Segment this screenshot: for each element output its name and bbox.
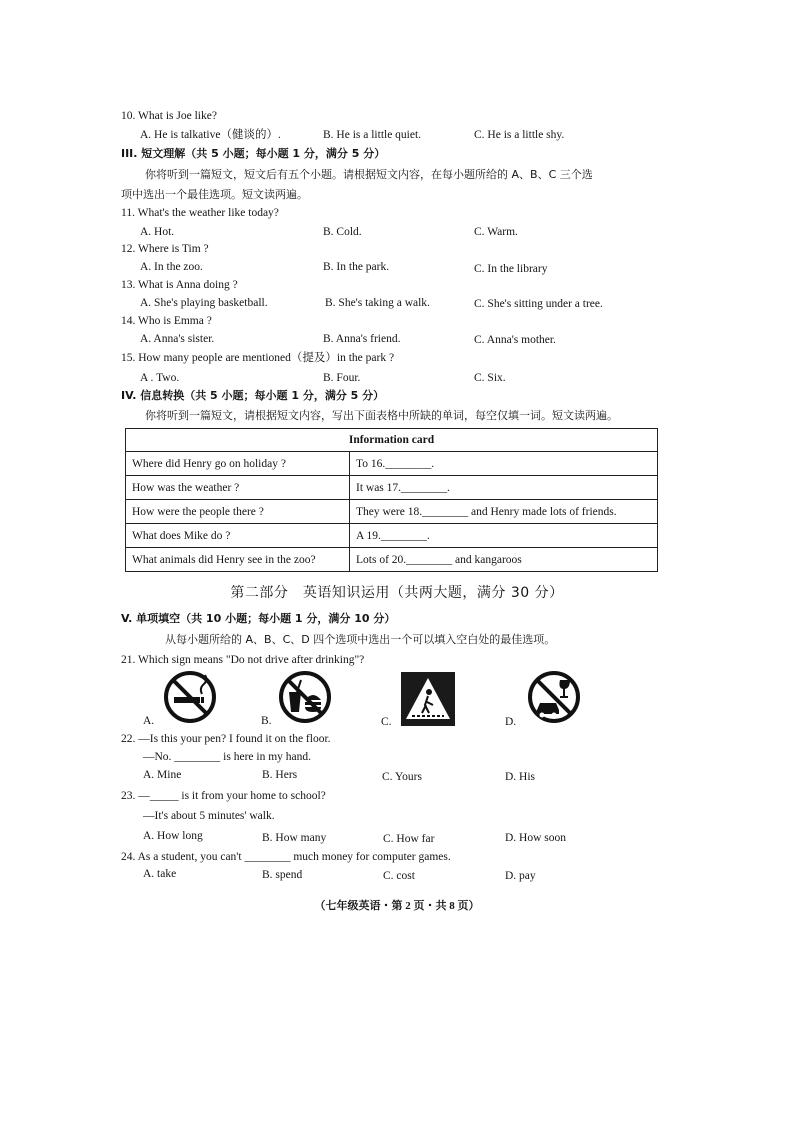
q10-stem: 10. What is Joe like?: [121, 110, 217, 122]
q14-option-a: A. Anna's sister.: [140, 333, 215, 345]
section-5-title: V. 单项填空（共 10 小题；每小题 1 分，满分 10 分）: [121, 612, 396, 625]
no-food-drink-icon: [277, 670, 333, 724]
q22-stem-2: —No. ________ is here in my hand.: [143, 751, 312, 763]
q11-option-c: C. Warm.: [474, 226, 518, 238]
q10-option-c: C. He is a little shy.: [474, 129, 565, 141]
q21-stem: 21. Which sign means "Do not drive after drinking"?: [121, 654, 365, 666]
q12-option-c: C. In the library: [474, 263, 548, 275]
table-cell-answer: A 19.________.: [350, 524, 658, 548]
q10-option-b: B. He is a little quiet.: [323, 129, 422, 141]
q14-stem: 14. Who is Emma ?: [121, 315, 212, 327]
q22-option-b: B. Hers: [262, 769, 298, 781]
section-3-intro-2: 项中选出一个最佳选项。短文读两遍。: [121, 188, 308, 201]
q15-option-b: B. Four.: [323, 372, 361, 384]
table-cell-question: What does Mike do ?: [126, 524, 350, 548]
q14-option-b: B. Anna's friend.: [323, 333, 401, 345]
q13-stem: 13. What is Anna doing ?: [121, 279, 238, 291]
q13-option-b: B. She's taking a walk.: [325, 297, 430, 309]
q24-option-c: C. cost: [383, 870, 415, 882]
q15-option-c: C. Six.: [474, 372, 506, 384]
q24-option-b: B. spend: [262, 869, 303, 881]
section-3-intro-1: 你将听到一篇短文，短文后有五个小题。请根据短文内容，在每小题所给的 A、B、C 三个选: [145, 168, 593, 181]
q23-stem: 23. —_____ is it from your home to school?: [121, 790, 326, 802]
table-row: [126, 548, 658, 572]
table-cell-question: How was the weather ?: [126, 476, 350, 500]
table-cell-answer: Lots of 20.________ and kangaroos: [350, 548, 658, 572]
q10-option-a: A. He is talkative（健谈的）.: [140, 129, 281, 141]
section-4-intro: 你将听到一篇短文，请根据短文内容，写出下面表格中所缺的单词，每空仅填一词。短文读两遍。: [145, 409, 618, 422]
table-cell-question: What animals did Henry see in the zoo?: [126, 548, 350, 572]
q11-option-b: B. Cold.: [323, 226, 362, 238]
table-cell-answer: They were 18.________ and Henry made lots of friends.: [350, 500, 658, 524]
q24-option-a: A. take: [143, 868, 177, 880]
no-drink-driving-icon: [526, 670, 582, 724]
q24-stem: 24. As a student, you can't ________ much money for computer games.: [121, 851, 451, 863]
q12-option-a: A. In the zoo.: [140, 261, 203, 273]
table-row: [126, 476, 658, 500]
q13-option-a: A. She's playing basketball.: [140, 297, 268, 309]
q13-option-c: C. She's sitting under a tree.: [474, 298, 603, 310]
table-row: [126, 500, 658, 524]
q21-option-d: D.: [505, 716, 517, 728]
q15-option-a: A . Two.: [140, 372, 180, 384]
no-smoking-icon: [162, 670, 218, 724]
q12-stem: 12. Where is Tim ?: [121, 243, 209, 255]
q14-option-c: C. Anna's mother.: [474, 334, 556, 346]
q22-option-d: D. His: [505, 771, 536, 783]
q21-option-b: B.: [261, 715, 272, 727]
table-cell-answer: It was 17.________.: [350, 476, 658, 500]
page-footer: （七年级英语・第 2 页・共 8 页）: [314, 900, 480, 912]
q23-option-d: D. How soon: [505, 832, 567, 844]
section-5-intro: 从每小题所给的 A、B、C、D 四个选项中选出一个可以填入空白处的最佳选项。: [165, 633, 556, 646]
q22-option-c: C. Yours: [382, 771, 422, 783]
q22-option-a: A. Mine: [143, 769, 182, 781]
q11-stem: 11. What's the weather like today?: [121, 207, 279, 219]
information-card-table: [125, 428, 658, 572]
q12-option-b: B. In the park.: [323, 261, 390, 273]
table-cell-answer: To 16.________.: [350, 452, 658, 476]
q23-option-b: B. How many: [262, 832, 327, 844]
section-4-title: IV. 信息转换（共 5 小题；每小题 1 分，满分 5 分）: [121, 389, 385, 402]
table-row: [126, 452, 658, 476]
q21-option-a: A.: [143, 715, 155, 727]
q11-option-a: A. Hot.: [140, 226, 175, 238]
q23-option-c: C. How far: [383, 833, 435, 845]
pedestrian-crossing-icon: [400, 671, 456, 727]
section-3-title: III. 短文理解（共 5 小题；每小题 1 分，满分 5 分）: [121, 147, 386, 160]
information-card-header: Information card: [126, 429, 658, 452]
table-cell-question: How were the people there ?: [126, 500, 350, 524]
table-row: [126, 524, 658, 548]
part-2-title: 第二部分 英语知识运用（共两大题，满分 30 分）: [230, 585, 564, 601]
q22-stem: 22. —Is this your pen? I found it on the floor.: [121, 733, 331, 745]
q23-option-a: A. How long: [143, 830, 203, 842]
q15-stem: 15. How many people are mentioned（提及）in the park ?: [121, 352, 395, 364]
q23-stem-2: —It's about 5 minutes' walk.: [143, 810, 275, 822]
q24-option-d: D. pay: [505, 870, 536, 882]
q21-option-c: C.: [381, 716, 392, 728]
table-cell-question: Where did Henry go on holiday ?: [126, 452, 350, 476]
